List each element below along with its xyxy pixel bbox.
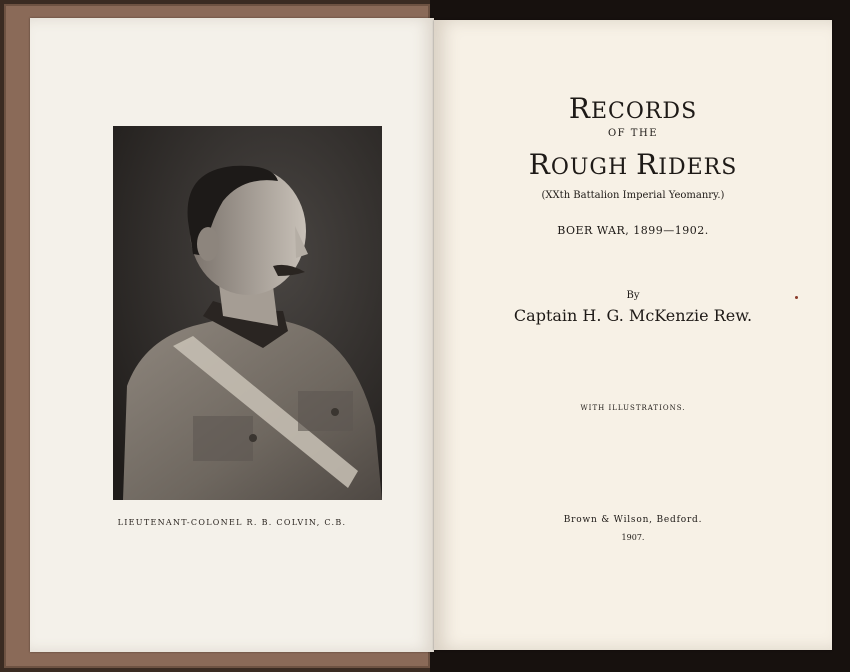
title-initial-r2: R: [528, 148, 551, 181]
author-name: Captain H. G. McKenzie Rew.: [513, 306, 753, 325]
title-word-riders: IDERS: [658, 155, 738, 180]
foxing-spot: [795, 296, 798, 299]
portrait-illustration: [113, 126, 382, 500]
title-initial-r: R: [568, 92, 591, 125]
illustrations-note: WITH ILLUSTRATIONS.: [580, 404, 686, 412]
book-subtitle: (XXth Battalion Imperial Yeomanry.): [541, 190, 725, 201]
frontispiece-portrait: [113, 126, 382, 500]
title-initial-r3: R: [636, 148, 659, 181]
portrait-caption: LIEUTENANT-COLONEL R. B. COLVIN, C.B.: [117, 518, 347, 527]
book-title-line2: OF THE: [607, 128, 658, 139]
by-line: By: [626, 290, 640, 301]
book-title-line3: [434, 148, 832, 181]
publication-year: 1907.: [621, 533, 645, 542]
war-dates: BOER WAR, 1899—1902.: [557, 224, 709, 237]
title-word-records: ECORDS: [590, 99, 698, 124]
publisher: Brown & Wilson, Bedford.: [563, 515, 703, 525]
title-word-rough: OUGH: [550, 155, 637, 180]
book-title-line1: [434, 92, 832, 125]
